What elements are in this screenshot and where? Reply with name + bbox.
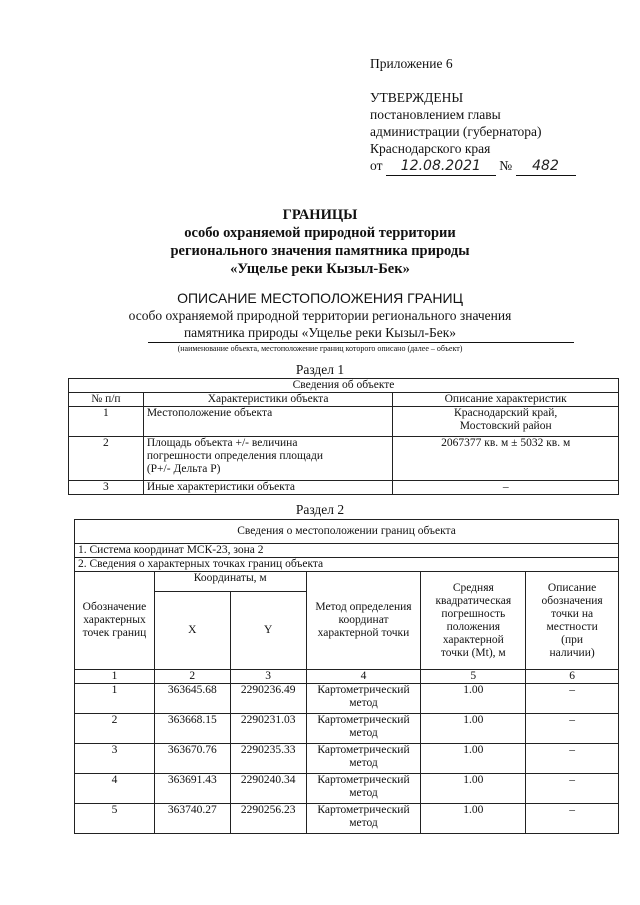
point-accuracy: 1.00	[421, 804, 526, 834]
header-row-1	[75, 572, 619, 592]
header-accuracy-line: Средняя	[452, 581, 494, 594]
table-row	[69, 481, 619, 495]
point-x: 363668.15	[154, 714, 230, 744]
point-location: –	[526, 774, 619, 804]
header-location-line: (при	[561, 633, 584, 646]
coordinate-system-row	[75, 544, 619, 558]
header-accuracy-line: положения	[446, 620, 501, 633]
point-location: –	[526, 684, 619, 714]
point-id: 2	[75, 714, 155, 744]
row-characteristic-line-2: погрешности определения площади	[146, 450, 323, 462]
header-location-line: Описание	[547, 581, 597, 594]
number-label: №	[499, 158, 513, 173]
point-method	[306, 804, 421, 834]
point-method-line-1: Картометрический	[317, 744, 410, 756]
row-characteristic: Иные характеристики объекта	[143, 481, 393, 495]
column-number: 4	[306, 670, 421, 684]
point-location: –	[526, 744, 619, 774]
description-note: (наименование объекта, местоположение границ которого описано (далее – объект)	[177, 344, 463, 353]
header-characteristics: Характеристики объекта	[143, 393, 393, 407]
point-x: 363645.68	[154, 684, 230, 714]
row-description-line-2: Мостовский район	[459, 420, 552, 432]
point-method-line-2: метод	[349, 787, 378, 799]
row-number: 1	[69, 407, 144, 437]
row-characteristic	[143, 437, 393, 481]
point-y: 2290236.49	[230, 684, 306, 714]
header-method-line: координат	[338, 614, 389, 626]
section1-table	[68, 378, 619, 495]
point-method-line-1: Картометрический	[317, 684, 410, 696]
row-characteristic: Местоположение объекта	[143, 407, 393, 437]
point-method-line-1: Картометрический	[317, 714, 410, 726]
point-method	[306, 714, 421, 744]
coordinate-system: 1. Система координат МСК-23, зона 2	[75, 544, 619, 558]
section2-table-title: Сведения о местоположении границ объекта	[75, 520, 619, 544]
header-designation-line: Обозначение	[82, 601, 147, 613]
point-x: 363740.27	[154, 804, 230, 834]
header-coordinates: Координаты, м	[154, 572, 306, 592]
approval-block	[370, 55, 576, 176]
points-title: 2. Сведения о характерных точках границ объекта	[75, 558, 619, 572]
point-id: 3	[75, 744, 155, 774]
point-y: 2290256.23	[230, 804, 306, 834]
table-row	[69, 437, 619, 481]
header-location-line: местности	[546, 620, 598, 633]
title-sub-1: особо охраняемой природной территории	[184, 225, 456, 241]
handwritten-date: 12.08.2021	[386, 158, 496, 176]
point-method-line-2: метод	[349, 727, 378, 739]
row-characteristic-line-3: (P+/- Дельта P)	[146, 463, 221, 475]
point-y: 2290235.33	[230, 744, 306, 774]
section2-title-row	[75, 520, 619, 544]
section2-table	[74, 519, 619, 834]
header-method-line: характерной точки	[317, 627, 410, 639]
section1-title-row	[69, 379, 619, 393]
approval-line-1: постановлением главы	[370, 107, 501, 122]
row-description: 2067377 кв. м ± 5032 кв. м	[393, 437, 619, 481]
row-description-line-1: Краснодарский край,	[454, 407, 558, 419]
point-location: –	[526, 714, 619, 744]
table-row	[75, 714, 619, 744]
point-accuracy: 1.00	[421, 774, 526, 804]
description-line-1: особо охраняемой природной территории регионального значения	[128, 308, 512, 323]
header-accuracy-line: квадратическая	[435, 594, 512, 607]
point-method	[306, 684, 421, 714]
description-heading: ОПИСАНИЕ МЕСТОПОЛОЖЕНИЯ ГРАНИЦ	[177, 290, 463, 306]
header-designation-line: характерных	[83, 614, 146, 626]
description-underline	[148, 342, 574, 343]
header-method	[306, 572, 421, 670]
table-row	[75, 774, 619, 804]
header-designation	[75, 572, 155, 670]
header-method-line: Метод определения	[315, 601, 412, 613]
point-accuracy: 1.00	[421, 684, 526, 714]
point-method-line-1: Картометрический	[317, 804, 410, 816]
title-sub-2: регионального значения памятника природы	[170, 243, 470, 259]
point-method-line-1: Картометрический	[317, 774, 410, 786]
column-number: 1	[75, 670, 155, 684]
table-row	[75, 684, 619, 714]
point-method-line-2: метод	[349, 697, 378, 709]
handwritten-number: 482	[516, 158, 576, 176]
point-accuracy: 1.00	[421, 744, 526, 774]
column-number: 6	[526, 670, 619, 684]
approval-line-2: администрации (губернатора)	[370, 124, 542, 139]
table-row	[69, 407, 619, 437]
column-number: 5	[421, 670, 526, 684]
header-designation-line: точек границ	[82, 627, 147, 639]
points-title-row	[75, 558, 619, 572]
description-line-2: памятника природы «Ущелье реки Кызыл-Бек»	[183, 325, 457, 340]
point-id: 5	[75, 804, 155, 834]
point-location: –	[526, 804, 619, 834]
point-y: 2290231.03	[230, 714, 306, 744]
approval-line-3: Краснодарского края	[370, 141, 491, 156]
header-location-line: наличии)	[549, 646, 595, 659]
title-main: ГРАНИЦЫ	[282, 207, 358, 223]
section1-header-row	[69, 393, 619, 407]
row-characteristic-line-1: Площадь объекта +/- величина	[146, 437, 298, 449]
point-x: 363691.43	[154, 774, 230, 804]
header-location	[526, 572, 619, 670]
column-number: 2	[154, 670, 230, 684]
point-x: 363670.76	[154, 744, 230, 774]
header-x: X	[154, 592, 230, 670]
description-block	[0, 290, 640, 341]
point-accuracy: 1.00	[421, 714, 526, 744]
row-description	[393, 407, 619, 437]
row-number: 3	[69, 481, 144, 495]
point-method	[306, 744, 421, 774]
header-accuracy-line: характерной	[442, 633, 504, 646]
title-block	[0, 206, 640, 278]
header-accuracy-line: погрешность	[441, 607, 506, 620]
section1-title: Раздел 1	[295, 362, 345, 377]
point-id: 1	[75, 684, 155, 714]
row-description: –	[393, 481, 619, 495]
approval-date-line	[370, 157, 576, 176]
column-number: 3	[230, 670, 306, 684]
section2-title: Раздел 2	[295, 502, 345, 517]
approved-label: УТВЕРЖДЕНЫ	[370, 90, 464, 105]
title-sub-3: «Ущелье реки Кызыл-Бек»	[230, 261, 410, 277]
column-numbers-row	[75, 670, 619, 684]
point-method-line-2: метод	[349, 817, 378, 829]
from-label: от	[370, 158, 383, 173]
points-body	[75, 684, 619, 834]
appendix-label: Приложение 6	[370, 56, 453, 71]
header-accuracy	[421, 572, 526, 670]
point-method	[306, 774, 421, 804]
point-method-line-2: метод	[349, 757, 378, 769]
header-number: № п/п	[69, 393, 144, 407]
point-id: 4	[75, 774, 155, 804]
header-location-line: обозначения	[541, 594, 603, 607]
table-row	[75, 804, 619, 834]
row-number: 2	[69, 437, 144, 481]
header-location-line: точки на	[551, 607, 594, 620]
table-row	[75, 744, 619, 774]
point-y: 2290240.34	[230, 774, 306, 804]
header-description: Описание характеристик	[393, 393, 619, 407]
header-y: Y	[230, 592, 306, 670]
header-accuracy-line: точки (Mt), м	[440, 646, 506, 659]
section1-table-title: Сведения об объекте	[69, 379, 619, 393]
